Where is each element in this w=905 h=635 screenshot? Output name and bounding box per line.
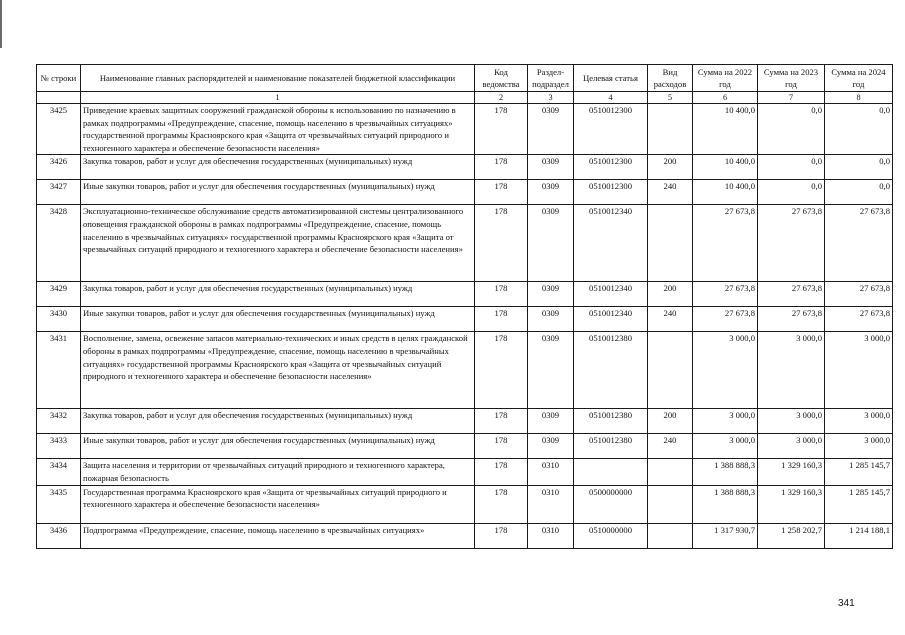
sum-2023: 3 000,0 [758, 434, 825, 459]
sum-2023: 0,0 [758, 180, 825, 205]
sum-2024: 1 285 145,7 [825, 485, 893, 523]
row-name: Восполнение, замена, освежение запасов материально-технических и иных средств в целях гражданской обороны в рамках подпрограммы «Предупреждение, спасение, помощь населению в чрезвычайных ситуациях» государственной программы Красноярского края «Защита от чрезвычайных ситуаций природного и техногенного характера и обеспечение безопасности населения» [81, 332, 475, 409]
header-section: Раздел-подраздел [528, 65, 574, 92]
column-number: 2 [475, 92, 528, 104]
sum-2024: 3 000,0 [825, 434, 893, 459]
header-row [37, 65, 893, 92]
row-number: 3426 [37, 155, 81, 180]
header-name: Наименование главных распорядителей и наименование показателей бюджетной классификации [81, 65, 475, 92]
sum-2022: 1 388 888,3 [693, 485, 758, 523]
sum-2023: 27 673,8 [758, 282, 825, 307]
sum-2022: 27 673,8 [693, 307, 758, 332]
sum-2023: 0,0 [758, 155, 825, 180]
row-name: Защита населения и территории от чрезвычайных ситуаций природного и техногенного характера, пожарная безопасность [81, 459, 475, 485]
row-name: Приведение краевых защитных сооружений гражданской обороны к использованию по назначению в рамках подпрограммы «Предупреждение, спасение, помощь населению в чрезвычайных ситуациях» государственной программы Красноярского края «Защита от чрезвычайных ситуаций природного и техногенного характера и обеспечение безопасности населения» [81, 104, 475, 155]
expense-type-code [648, 104, 693, 155]
department-code: 178 [475, 459, 528, 485]
column-number: 1 [81, 92, 475, 104]
table-body [37, 104, 893, 549]
table-row [37, 104, 893, 155]
department-code: 178 [475, 155, 528, 180]
expense-type-code [648, 459, 693, 485]
section-code: 0309 [528, 155, 574, 180]
target-item-code: 0510012380 [574, 434, 648, 459]
row-number: 3430 [37, 307, 81, 332]
target-item-code: 0510012380 [574, 409, 648, 434]
expense-type-code [648, 205, 693, 282]
department-code: 178 [475, 434, 528, 459]
row-name: Иные закупки товаров, работ и услуг для обеспечения государственных (муниципальных) нужд [81, 180, 475, 205]
header-sum-2023: Сумма на 2023 год [758, 65, 825, 92]
page-number: 341 [838, 598, 855, 609]
row-number: 3433 [37, 434, 81, 459]
section-code: 0309 [528, 205, 574, 282]
row-name: Иные закупки товаров, работ и услуг для обеспечения государственных (муниципальных) нужд [81, 434, 475, 459]
target-item-code: 0510012340 [574, 282, 648, 307]
row-name: Закупка товаров, работ и услуг для обеспечения государственных (муниципальных) нужд [81, 282, 475, 307]
department-code: 178 [475, 180, 528, 205]
row-name: Иные закупки товаров, работ и услуг для обеспечения государственных (муниципальных) нужд [81, 307, 475, 332]
header-department-code: Код ведомства [475, 65, 528, 92]
row-number: 3432 [37, 409, 81, 434]
row-name: Государственная программа Красноярского края «Защита от чрезвычайных ситуаций природного и техногенного характера и обеспечение безопасности населения» [81, 485, 475, 523]
scan-edge-mark [0, 0, 2, 48]
row-name: Эксплуатационно-техническое обслуживание средств автоматизированной системы централизованного оповещения гражданской обороны в рамках подпрограммы «Предупреждение, спасение, помощь населению в чрезвычайных ситуациях» государственной программы Красноярского края «Защита от чрезвычайных ситуаций природного и техногенного характера и обеспечение безопасности населения» [81, 205, 475, 282]
row-name: Подпрограмма «Предупреждение, спасение, помощь населению в чрезвычайных ситуациях» [81, 523, 475, 548]
table-row [37, 434, 893, 459]
header-row-number: № строки [37, 65, 81, 92]
row-number: 3429 [37, 282, 81, 307]
sum-2023: 0,0 [758, 104, 825, 155]
row-number: 3436 [37, 523, 81, 548]
sum-2024: 1 285 145,7 [825, 459, 893, 485]
sum-2022: 3 000,0 [693, 434, 758, 459]
department-code: 178 [475, 332, 528, 409]
department-code: 178 [475, 523, 528, 548]
table-row [37, 332, 893, 409]
column-number: 3 [528, 92, 574, 104]
row-number: 3431 [37, 332, 81, 409]
column-number: 8 [825, 92, 893, 104]
section-code: 0309 [528, 434, 574, 459]
section-code: 0310 [528, 459, 574, 485]
sum-2023: 1 329 160,3 [758, 459, 825, 485]
department-code: 178 [475, 282, 528, 307]
sum-2023: 1 258 202,7 [758, 523, 825, 548]
section-code: 0310 [528, 523, 574, 548]
table-row [37, 409, 893, 434]
sum-2023: 27 673,8 [758, 307, 825, 332]
section-code: 0309 [528, 282, 574, 307]
department-code: 178 [475, 485, 528, 523]
target-item-code: 0510012300 [574, 180, 648, 205]
sum-2022: 10 400,0 [693, 155, 758, 180]
row-number: 3427 [37, 180, 81, 205]
sum-2024: 0,0 [825, 180, 893, 205]
sum-2023: 27 673,8 [758, 205, 825, 282]
section-code: 0310 [528, 485, 574, 523]
department-code: 178 [475, 307, 528, 332]
row-number: 3425 [37, 104, 81, 155]
expense-type-code: 200 [648, 282, 693, 307]
table-row [37, 523, 893, 548]
sum-2023: 3 000,0 [758, 332, 825, 409]
sum-2024: 0,0 [825, 104, 893, 155]
column-number: 4 [574, 92, 648, 104]
expense-type-code: 240 [648, 307, 693, 332]
expense-type-code: 240 [648, 434, 693, 459]
target-item-code: 0510012300 [574, 104, 648, 155]
target-item-code: 0510000000 [574, 523, 648, 548]
target-item-code: 0510012340 [574, 205, 648, 282]
header-sum-2024: Сумма на 2024 год [825, 65, 893, 92]
expense-type-code [648, 523, 693, 548]
row-number: 3435 [37, 485, 81, 523]
column-number-row [37, 92, 893, 104]
expense-type-code: 200 [648, 155, 693, 180]
target-item-code: 0510012340 [574, 307, 648, 332]
expense-type-code [648, 485, 693, 523]
expense-type-code: 200 [648, 409, 693, 434]
header-sum-2022: Сумма на 2022 год [693, 65, 758, 92]
row-name: Закупка товаров, работ и услуг для обеспечения государственных (муниципальных) нужд [81, 409, 475, 434]
row-name: Закупка товаров, работ и услуг для обеспечения государственных (муниципальных) нужд [81, 155, 475, 180]
header-target-item: Целевая статья [574, 65, 648, 92]
expense-type-code [648, 332, 693, 409]
section-code: 0309 [528, 180, 574, 205]
sum-2022: 3 000,0 [693, 332, 758, 409]
sum-2022: 10 400,0 [693, 104, 758, 155]
table-row [37, 155, 893, 180]
table-row [37, 205, 893, 282]
sum-2022: 1 317 930,7 [693, 523, 758, 548]
sum-2023: 1 329 160,3 [758, 485, 825, 523]
section-code: 0309 [528, 307, 574, 332]
header-expense-type: Вид расходов [648, 65, 693, 92]
table-row [37, 180, 893, 205]
department-code: 178 [475, 205, 528, 282]
sum-2022: 3 000,0 [693, 409, 758, 434]
target-item-code [574, 459, 648, 485]
budget-table [36, 64, 893, 549]
column-number: 7 [758, 92, 825, 104]
sum-2024: 1 214 188,1 [825, 523, 893, 548]
target-item-code: 0510012300 [574, 155, 648, 180]
column-number: 6 [693, 92, 758, 104]
table-row [37, 485, 893, 523]
table-row [37, 307, 893, 332]
row-number: 3428 [37, 205, 81, 282]
section-code: 0309 [528, 409, 574, 434]
table-row [37, 459, 893, 485]
section-code: 0309 [528, 332, 574, 409]
sum-2024: 3 000,0 [825, 409, 893, 434]
column-number: 5 [648, 92, 693, 104]
sum-2022: 27 673,8 [693, 282, 758, 307]
department-code: 178 [475, 104, 528, 155]
sum-2023: 3 000,0 [758, 409, 825, 434]
target-item-code: 0500000000 [574, 485, 648, 523]
sum-2024: 27 673,8 [825, 205, 893, 282]
row-number: 3434 [37, 459, 81, 485]
section-code: 0309 [528, 104, 574, 155]
department-code: 178 [475, 409, 528, 434]
sum-2022: 10 400,0 [693, 180, 758, 205]
sum-2024: 0,0 [825, 155, 893, 180]
table-row [37, 282, 893, 307]
sum-2022: 1 388 888,3 [693, 459, 758, 485]
sum-2024: 27 673,8 [825, 282, 893, 307]
expense-type-code: 240 [648, 180, 693, 205]
sum-2024: 27 673,8 [825, 307, 893, 332]
column-number [37, 92, 81, 104]
target-item-code: 0510012380 [574, 332, 648, 409]
sum-2024: 3 000,0 [825, 332, 893, 409]
sum-2022: 27 673,8 [693, 205, 758, 282]
